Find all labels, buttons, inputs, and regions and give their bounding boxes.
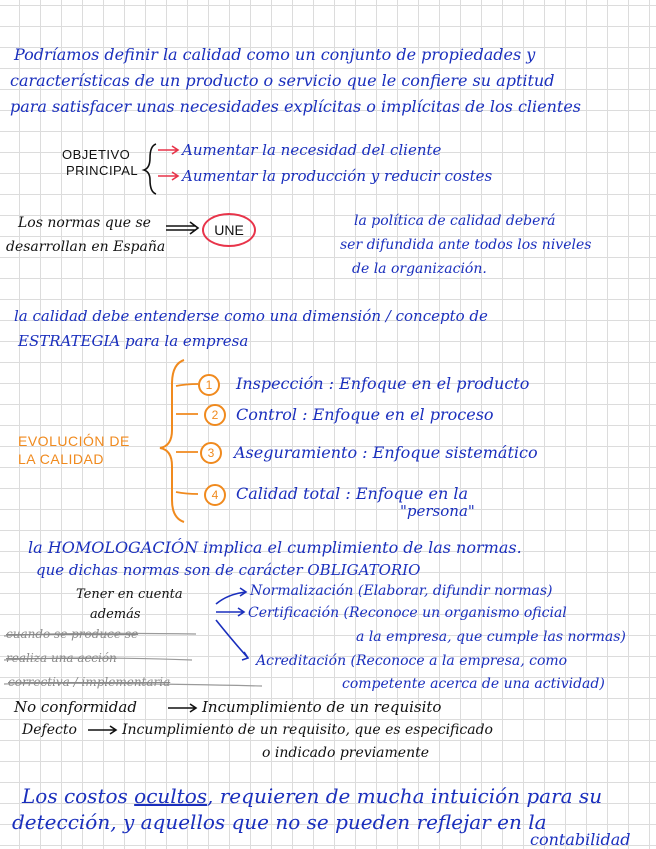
politica-line-1: la política de calidad deberá xyxy=(354,213,556,229)
no-conformidad-arrow xyxy=(168,704,196,712)
defecto-arrow xyxy=(88,726,116,734)
intro-line-3: para satisfacer unas necesidades explícitas o implícitas de los clientes xyxy=(10,97,582,116)
costos-line-3: contabilidad xyxy=(530,830,631,849)
normas-line-2: desarrollan en España xyxy=(6,239,166,255)
stage-3-number: 3 xyxy=(200,442,222,464)
homologacion-line-2: que dichas normas son de carácter OBLIGATORIO xyxy=(36,561,421,579)
defecto-term: Defecto xyxy=(22,722,77,738)
defecto-definition-line-1: Incumplimiento de un requisito, que es especificado xyxy=(122,722,493,738)
homologacion-arrow-certificacion xyxy=(216,608,244,616)
evolucion-arrow-1 xyxy=(176,384,198,386)
certificacion-line-1: Certificación (Reconoce un organismo oficial xyxy=(248,605,567,621)
no-conformidad-definition: Incumplimiento de un requisito xyxy=(202,698,442,716)
tener-en-cuenta: Tener en cuenta xyxy=(76,587,183,602)
dimension-line-2: ESTRATEGIA para la empresa xyxy=(18,332,249,350)
defecto-definition-line-2: o indicado previamente xyxy=(262,745,430,761)
no-conformidad-term: No conformidad xyxy=(14,698,137,716)
intro-line-1: Podríamos definir la calidad como un conjunto de propiedades y xyxy=(14,45,536,64)
normas-line-1: Los normas que se xyxy=(18,215,151,231)
costos-line-1 xyxy=(22,786,602,806)
certificacion-line-2: a la empresa, que cumple las normas) xyxy=(356,629,626,645)
politica-line-2: ser difundida ante todos los niveles xyxy=(340,237,592,253)
objetivo-arrow-1 xyxy=(158,146,178,154)
costos-prefix: Los costos xyxy=(22,784,128,808)
crossed-out-line-1: cuando se produce se xyxy=(6,627,139,641)
intro-line-2: características de un producto o servicio que le confiere su aptitud xyxy=(10,71,555,90)
costos-suffix: , requieren de mucha intuición para su xyxy=(207,784,603,808)
crossed-out-line-2: realiza una acción xyxy=(6,651,117,665)
stage-1-text: Inspección : Enfoque en el producto xyxy=(236,374,530,393)
ademas: además xyxy=(90,607,141,622)
stage-4-text: Calidad total : Enfoque en la xyxy=(236,484,468,503)
principal-label: PRINCIPAL xyxy=(66,163,139,178)
evolucion-label-1: EVOLUCIÓN DE xyxy=(18,433,130,449)
crossed-out-line-3: correctiva / implementaria xyxy=(8,675,171,689)
objetivo-label: OBJETIVO xyxy=(62,147,131,162)
evolucion-arrow-4 xyxy=(176,492,198,494)
evolucion-brace xyxy=(160,360,184,522)
objetivo-item-2: Aumentar la producción y reducir costes xyxy=(182,167,493,185)
stage-4-text-line-2: "persona" xyxy=(400,502,475,520)
politica-line-3: de la organización. xyxy=(352,261,487,277)
normalizacion: Normalización (Elaborar, difundir normas) xyxy=(250,583,553,599)
normas-arrow xyxy=(166,222,198,234)
une-badge: UNE xyxy=(202,213,256,247)
stage-1-number: 1 xyxy=(198,374,220,396)
costos-line-2: detección, y aquellos que no se pueden reflejar en la xyxy=(12,810,547,834)
evolucion-label-2: LA CALIDAD xyxy=(18,451,104,467)
acreditacion-line-1: Acreditación (Reconoce a la empresa, como xyxy=(256,653,568,669)
acreditacion-line-2: competente acerca de una actividad) xyxy=(342,676,605,692)
stage-2-number: 2 xyxy=(204,404,226,426)
dimension-line-1: la calidad debe entenderse como una dimensión / concepto de xyxy=(14,307,488,325)
homologacion-arrow-acreditacion xyxy=(216,620,248,660)
costos-ocultos: ocultos xyxy=(134,784,208,808)
stage-4-number: 4 xyxy=(204,484,226,506)
objetivo-arrow-2 xyxy=(158,172,178,180)
stage-3-text: Aseguramiento : Enfoque sistemático xyxy=(234,443,538,462)
objetivo-item-1: Aumentar la necesidad del cliente xyxy=(182,141,442,159)
homologacion-arrow-normalizacion xyxy=(216,588,246,604)
stage-2-text: Control : Enfoque en el proceso xyxy=(236,405,494,424)
homologacion-line-1: la HOMOLOGACIÓN implica el cumplimiento de las normas. xyxy=(28,538,522,557)
objetivo-brace xyxy=(144,144,156,194)
